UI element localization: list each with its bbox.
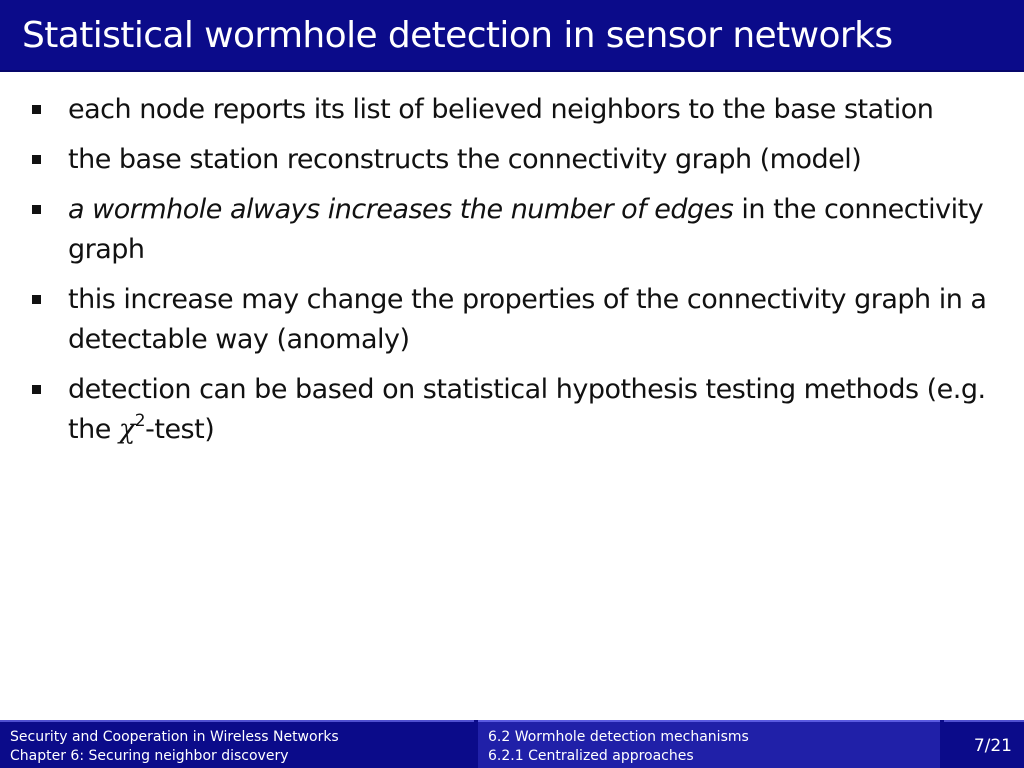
bullet-text: detection can be based on statistical hypothesis testing methods (e.g. the: [68, 374, 986, 445]
square-bullet-icon: [32, 155, 41, 164]
footer-course-info: [0, 720, 474, 768]
footer-page: [944, 720, 1024, 768]
footer: [0, 720, 1024, 768]
bullet-item: [28, 370, 996, 450]
bullet-list: [28, 90, 996, 460]
bullet-item: [28, 190, 996, 270]
slide-title: Statistical wormhole detection in sensor networks: [22, 15, 893, 56]
square-bullet-icon: [32, 295, 41, 304]
bullet-text-suffix: -test): [145, 414, 215, 445]
bullet-text: this increase may change the properties of the connectivity graph in a detectable way (anomaly): [68, 284, 987, 355]
superscript: 2: [134, 411, 146, 431]
footer-subsection: 6.2.1 Centralized approaches: [488, 748, 694, 764]
bullet-item: [28, 140, 996, 180]
bullet-item: [28, 280, 996, 360]
chi-symbol: χ: [118, 414, 135, 445]
bullet-item: [28, 90, 996, 130]
footer-section-info: [478, 720, 940, 768]
square-bullet-icon: [32, 105, 41, 114]
square-bullet-icon: [32, 385, 41, 394]
footer-chapter: Chapter 6: Securing neighbor discovery: [10, 748, 289, 764]
bullet-text: the base station reconstructs the connectivity graph (model): [68, 144, 862, 175]
square-bullet-icon: [32, 205, 41, 214]
bullet-text: each node reports its list of believed neighbors to the base station: [68, 94, 934, 125]
title-bar: [0, 0, 1024, 72]
footer-section: 6.2 Wormhole detection mechanisms: [488, 729, 749, 745]
bullet-text: in the connectivity graph: [68, 194, 984, 265]
bullet-italic-text: a wormhole always increases the number of edges: [68, 194, 734, 225]
page-number: 7/21: [973, 736, 1012, 756]
footer-book-title: Security and Cooperation in Wireless Networks: [10, 729, 339, 745]
